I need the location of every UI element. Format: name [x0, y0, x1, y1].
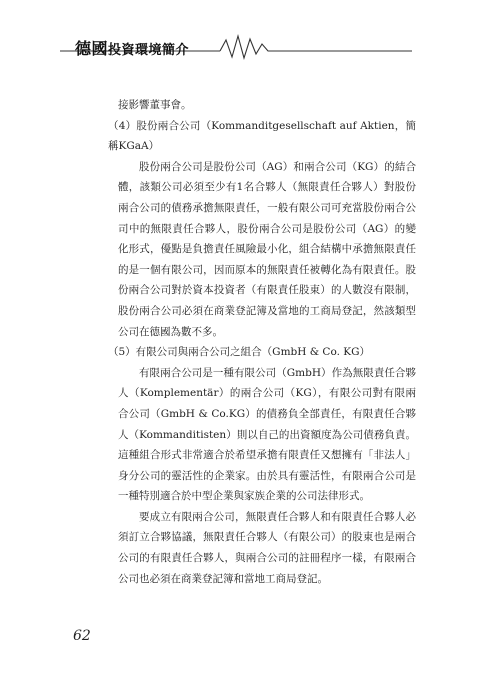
- header-title: [75, 36, 189, 59]
- paragraph-kgaa: 股份兩合公司是股份公司（AG）和兩合公司（KG）的結合體，該類公司必須至少有1名合夥人（無限責任合夥人）對股份兩合公司的債務承擔無限責任，一般有限公司可充當股份兩合公司中的無限責任合夥人，股份兩合公司是股份公司（AG）的變化形式，優點是負擔責任風險最小化，組合結構中承擔無限責任的是一個有限公司，因而原本的無限責任被轉化為有限責任。股份兩合公司對於資本投資者（有限責任股東）的人數沒有限制，股份兩合公司必須在商業登記簿及當地的工商局登記，然該類型公司在德國為數不多。: [118, 160, 416, 338]
- page-number: 62: [73, 628, 91, 644]
- section-heading-kgaa: （4）股份兩合公司（Kommanditgesellschaft auf Aktien，簡稱KGaA）: [108, 119, 416, 153]
- paragraph-formation: 要成立有限兩合公司，無限責任合夥人和有限責任合夥人必須訂立合夥協議，無限責任合夥人（有限公司）的股東也是兩合公司的有限責任合夥人，與兩合公司的註冊程序一樣，有限兩合公司也必須在商業登記簿和當地工商局登記。: [118, 510, 416, 585]
- running-header: [0, 30, 480, 60]
- paragraph-continuation: 接影響董事會。: [118, 99, 192, 111]
- header-title-large: 德國: [75, 39, 109, 58]
- body-text: [108, 95, 416, 589]
- paragraph-gmbh-co-kg: 有限兩合公司是一種有限公司（GmbH）作為無限責任合夥人（Komplementär）的兩合公司（KG），有限公司對有限兩合公司（GmbH & Co.KG）的債務負全部責任，有限責任合夥人（Kommanditisten）則以自己的出資額度為公司債務負責。這種組合形式非常適合於希望承擔有限責任又想擁有「非法人」身分公司的靈活性的企業家。由於具有靈活性，有限兩合公司是一種特別適合於中型企業與家族企業的公司法律形式。: [118, 366, 416, 503]
- header-title-small: 投資環境簡介: [108, 43, 190, 58]
- section-heading-gmbh-co-kg: （5）有限公司與兩合公司之組合（GmbH & Co. KG）: [108, 346, 371, 359]
- header-rule-heartbeat: [0, 30, 480, 60]
